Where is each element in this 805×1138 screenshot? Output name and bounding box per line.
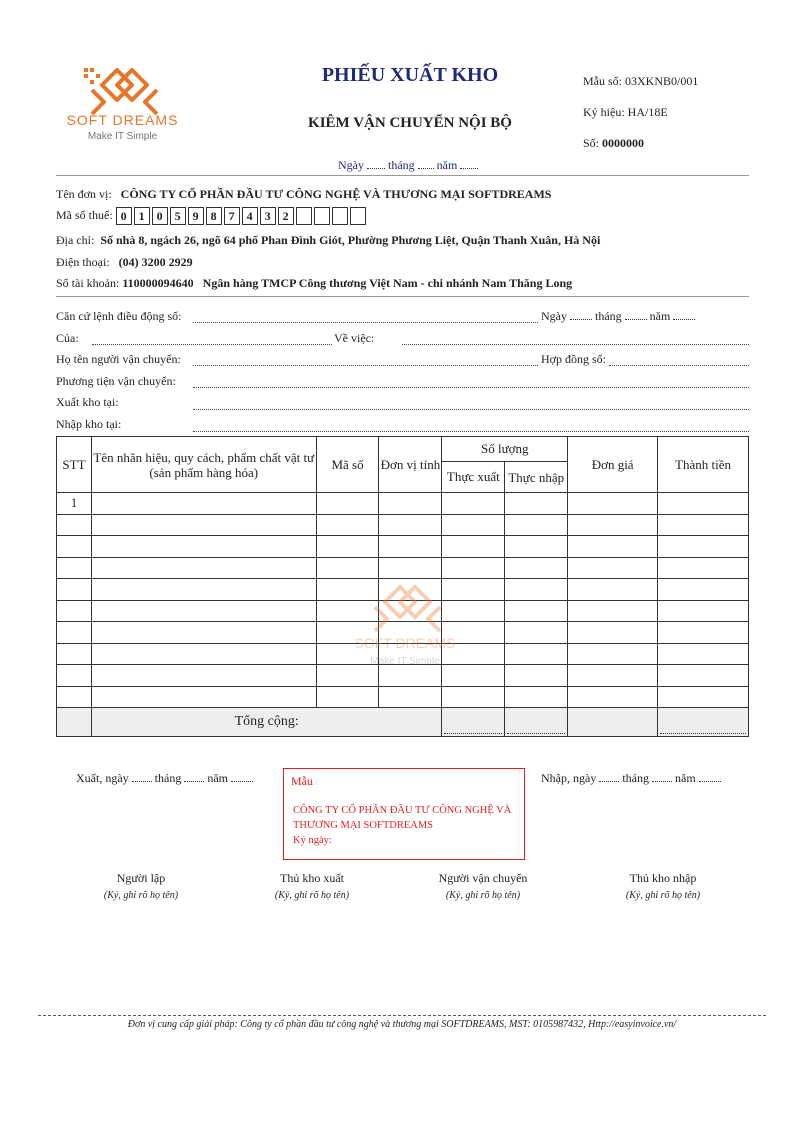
tax-digit-box: 7 — [224, 207, 240, 225]
table-cell[interactable] — [568, 686, 658, 708]
table-row — [57, 493, 749, 515]
total-label: Tổng cộng: — [91, 708, 441, 737]
of-label: Của: — [56, 331, 79, 345]
table-cell[interactable] — [379, 686, 442, 708]
table-cell[interactable] — [91, 622, 316, 644]
table-cell[interactable] — [568, 622, 658, 644]
import-month-label: tháng — [622, 771, 649, 785]
account-label: Số tài khoản: — [56, 276, 120, 290]
order-day-label: Ngày — [541, 309, 567, 323]
table-cell[interactable] — [658, 665, 749, 687]
bank-name: Ngân hàng TMCP Công thương Việt Nam - chi nhánh Nam Thăng Long — [202, 276, 573, 290]
table-cell[interactable] — [91, 686, 316, 708]
table-cell[interactable] — [658, 536, 749, 558]
table-cell[interactable] — [379, 536, 442, 558]
signer-preparer-note: (Ký, ghi rõ họ tên) — [103, 890, 179, 901]
total-qty-in-cell[interactable] — [505, 708, 568, 737]
divider — [56, 175, 749, 176]
table-cell[interactable] — [568, 600, 658, 622]
table-row — [57, 514, 749, 536]
date-month-label: tháng — [388, 158, 415, 172]
col-qty-exported: Thực xuất — [442, 462, 505, 493]
date-day-label: Ngày — [338, 158, 364, 172]
import-date — [541, 771, 721, 786]
watermark-tagline: Make IT Simple — [370, 656, 440, 667]
watermark-logo-icon — [340, 580, 470, 670]
total-amount-cell[interactable] — [658, 708, 749, 737]
tax-digit-box: 0 — [152, 207, 168, 225]
col-qty-imported: Thực nhập — [505, 462, 568, 493]
table-cell[interactable] — [379, 557, 442, 579]
table-cell[interactable] — [568, 557, 658, 579]
document-title: PHIẾU XUẤT KHO — [321, 64, 499, 86]
address-row — [56, 233, 600, 248]
table-cell[interactable] — [658, 643, 749, 665]
col-code: Mã số — [316, 437, 379, 493]
order-day-blank[interactable] — [570, 319, 592, 320]
phone-row — [56, 255, 193, 270]
table-cell[interactable] — [658, 579, 749, 601]
table-cell[interactable] — [91, 665, 316, 687]
tax-digit-box: 3 — [260, 207, 276, 225]
signer-carrier-note: (Ký, ghi rõ họ tên) — [445, 890, 521, 901]
table-cell[interactable] — [568, 665, 658, 687]
account-row — [56, 276, 572, 291]
number-value: 0000000 — [602, 136, 645, 150]
table-cell[interactable] — [505, 514, 568, 536]
table-cell[interactable] — [91, 536, 316, 558]
date-day-blank[interactable] — [367, 168, 385, 169]
symbol: Ký hiệu: HA/18E — [583, 105, 668, 119]
table-cell[interactable] — [658, 622, 749, 644]
signer-export-keeper-note: (Ký, ghi rõ họ tên) — [274, 890, 350, 901]
tax-code-boxes — [116, 208, 368, 222]
address-label: Địa chỉ: — [56, 233, 95, 247]
footer-divider — [38, 1015, 766, 1016]
table-cell[interactable] — [57, 579, 92, 601]
vehicle-blank[interactable] — [193, 387, 749, 388]
total-row — [57, 708, 749, 737]
document-number — [583, 136, 644, 151]
table-cell[interactable] — [57, 643, 92, 665]
import-day-blank[interactable] — [599, 781, 619, 782]
table-cell[interactable] — [442, 557, 505, 579]
document-subtitle: KIÊM VẬN CHUYỂN NỘI BỘ — [308, 115, 512, 131]
signer-import-keeper-note: (Ký, ghi rõ họ tên) — [625, 890, 701, 901]
total-price-cell — [568, 708, 658, 737]
tax-digit-box: 2 — [278, 207, 294, 225]
order-year-blank[interactable] — [673, 319, 695, 320]
table-cell[interactable] — [505, 536, 568, 558]
export-year-label: năm — [207, 771, 228, 785]
form-number: Mẫu số: 03XKNB0/001 — [583, 74, 699, 88]
table-cell[interactable] — [91, 493, 316, 515]
export-month-label: tháng — [154, 771, 182, 785]
table-cell[interactable] — [505, 600, 568, 622]
table-cell[interactable] — [316, 686, 379, 708]
table-cell[interactable] — [568, 536, 658, 558]
total-qty-out-cell[interactable] — [442, 708, 505, 737]
date-year-label: năm — [436, 158, 458, 172]
table-cell[interactable] — [91, 514, 316, 536]
date-year-blank[interactable] — [460, 168, 478, 169]
table-cell[interactable] — [568, 514, 658, 536]
export-month-blank[interactable] — [184, 781, 204, 782]
table-cell[interactable] — [91, 579, 316, 601]
tax-digit-box — [314, 207, 330, 225]
table-cell[interactable] — [57, 557, 92, 579]
order-label: Căn cứ lệnh điều động số: — [56, 309, 182, 323]
table-row — [57, 557, 749, 579]
col-unit-price: Đơn giá — [568, 437, 658, 493]
logo-tagline: Make IT Simple — [87, 131, 158, 142]
table-cell[interactable] — [57, 514, 92, 536]
tax-digit-box: 5 — [170, 207, 186, 225]
carrier-label: Họ tên người vận chuyển: — [56, 352, 181, 366]
tax-digit-box — [332, 207, 348, 225]
col-amount: Thành tiền — [658, 437, 749, 493]
table-cell[interactable] — [658, 557, 749, 579]
table-cell[interactable] — [316, 536, 379, 558]
order-month-label: tháng — [595, 309, 622, 323]
table-cell[interactable] — [658, 514, 749, 536]
table-cell[interactable] — [442, 514, 505, 536]
carrier-blank[interactable] — [193, 365, 538, 366]
table-row — [57, 686, 749, 708]
table-cell[interactable] — [505, 493, 568, 515]
table-cell[interactable] — [505, 622, 568, 644]
col-unit: Đơn vị tính — [379, 437, 442, 493]
table-cell[interactable] — [505, 643, 568, 665]
signer-carrier-title: Người vận chuyển — [438, 871, 528, 885]
about-blank[interactable] — [402, 344, 749, 345]
table-cell[interactable] — [505, 686, 568, 708]
contract-label: Hợp đồng số: — [541, 352, 607, 366]
stamp-company: CÔNG TY CỔ PHẦN ĐẦU TƯ CÔNG NGHỆ VÀ THƯƠNG MẠI SOFTDREAMS — [293, 805, 512, 831]
table-cell[interactable] — [316, 557, 379, 579]
footer-provider: Đơn vị cung cấp giải pháp: Công ty cổ phần đầu tư công nghệ và thương mại SOFTDREAMS, MST: 0105987432, Http://easyinvoice.vn/ — [127, 1019, 677, 1030]
import-year-label: năm — [675, 771, 696, 785]
date-month-blank[interactable] — [418, 168, 434, 169]
divider — [56, 296, 749, 297]
tax-digit-box — [350, 207, 366, 225]
logo-name: SOFT DREAMS — [66, 112, 179, 128]
export-at-label: Xuất kho tại: — [56, 395, 119, 409]
order-date — [541, 309, 695, 324]
tax-digit-box: 4 — [242, 207, 258, 225]
row-stt: 1 — [57, 493, 92, 515]
table-cell[interactable] — [568, 643, 658, 665]
table-cell[interactable] — [379, 493, 442, 515]
table-cell[interactable] — [91, 600, 316, 622]
tax-digit-box — [296, 207, 312, 225]
total-stt-cell — [57, 708, 92, 737]
tax-digit-box: 9 — [188, 207, 204, 225]
order-year-label: năm — [649, 309, 671, 323]
table-cell[interactable] — [316, 493, 379, 515]
stamp-title: Mẫu — [291, 774, 313, 788]
table-cell[interactable] — [57, 600, 92, 622]
table-cell[interactable] — [442, 493, 505, 515]
document-date — [338, 158, 478, 173]
number-label: Số: — [583, 136, 600, 150]
table-cell[interactable] — [57, 536, 92, 558]
table-cell[interactable] — [57, 622, 92, 644]
stamp-date: Ký ngày: — [293, 835, 332, 846]
signer-export-keeper-title: Thủ kho xuất — [280, 871, 344, 885]
col-product-name: Tên nhãn hiệu, quy cách, phẩm chất vật tư (sản phẩm hàng hóa) — [91, 437, 316, 493]
phone: (04) 3200 2929 — [118, 255, 193, 269]
phone-label: Điện thoại: — [56, 255, 110, 269]
table-cell[interactable] — [442, 536, 505, 558]
company-name-label: Tên đơn vị: — [56, 187, 112, 201]
table-cell[interactable] — [658, 686, 749, 708]
vehicle-label: Phương tiện vận chuyển: — [56, 374, 176, 388]
tax-digit-box: 8 — [206, 207, 222, 225]
account-number: 110000094640 — [122, 276, 194, 290]
company-name-row — [56, 187, 551, 202]
import-month-blank[interactable] — [652, 781, 672, 782]
tax-code-label: Mã số thuế: — [56, 207, 113, 222]
tax-digit-box: 0 — [116, 207, 132, 225]
table-cell[interactable] — [442, 686, 505, 708]
table-cell[interactable] — [91, 557, 316, 579]
watermark-name: SOFT DREAMS — [354, 635, 456, 651]
contract-blank[interactable] — [609, 365, 749, 366]
export-date — [76, 771, 253, 786]
table-cell[interactable] — [379, 514, 442, 536]
table-cell[interactable] — [505, 557, 568, 579]
order-month-blank[interactable] — [625, 319, 647, 320]
tax-code-row — [56, 207, 368, 225]
import-at-blank[interactable] — [193, 431, 749, 432]
table-cell[interactable] — [57, 665, 92, 687]
address: Số nhà 8, ngách 26, ngõ 64 phố Phan Đình Giót, Phường Phương Liệt, Quận Thanh Xuân, Hà Nội — [100, 233, 601, 247]
import-at-label: Nhập kho tại: — [56, 417, 122, 431]
signer-preparer-title: Người lập — [116, 871, 166, 885]
of-blank[interactable] — [92, 344, 332, 345]
import-date-label: Nhập, ngày — [541, 771, 597, 785]
table-cell[interactable] — [505, 665, 568, 687]
table-cell[interactable] — [568, 493, 658, 515]
export-day-blank[interactable] — [132, 781, 152, 782]
sample-stamp — [283, 768, 525, 860]
export-year-blank[interactable] — [231, 781, 253, 782]
export-at-blank[interactable] — [193, 409, 749, 410]
table-cell[interactable] — [57, 686, 92, 708]
table-cell[interactable] — [658, 493, 749, 515]
about-label: Về việc: — [334, 331, 375, 345]
table-cell[interactable] — [91, 643, 316, 665]
table-cell[interactable] — [316, 514, 379, 536]
import-year-blank[interactable] — [699, 781, 721, 782]
order-number-blank[interactable] — [193, 322, 538, 323]
table-cell[interactable] — [505, 579, 568, 601]
export-date-label: Xuất, ngày — [76, 771, 129, 785]
col-stt: STT — [57, 437, 92, 493]
company-name: CÔNG TY CỔ PHẦN ĐẦU TƯ CÔNG NGHỆ VÀ THƯƠNG MẠI SOFTDREAMS — [120, 187, 552, 201]
table-row — [57, 536, 749, 558]
tax-digit-box: 1 — [134, 207, 150, 225]
table-cell[interactable] — [658, 600, 749, 622]
col-quantity: Số lượng — [442, 437, 568, 462]
signer-import-keeper-title: Thủ kho nhập — [629, 871, 697, 885]
table-cell[interactable] — [568, 579, 658, 601]
